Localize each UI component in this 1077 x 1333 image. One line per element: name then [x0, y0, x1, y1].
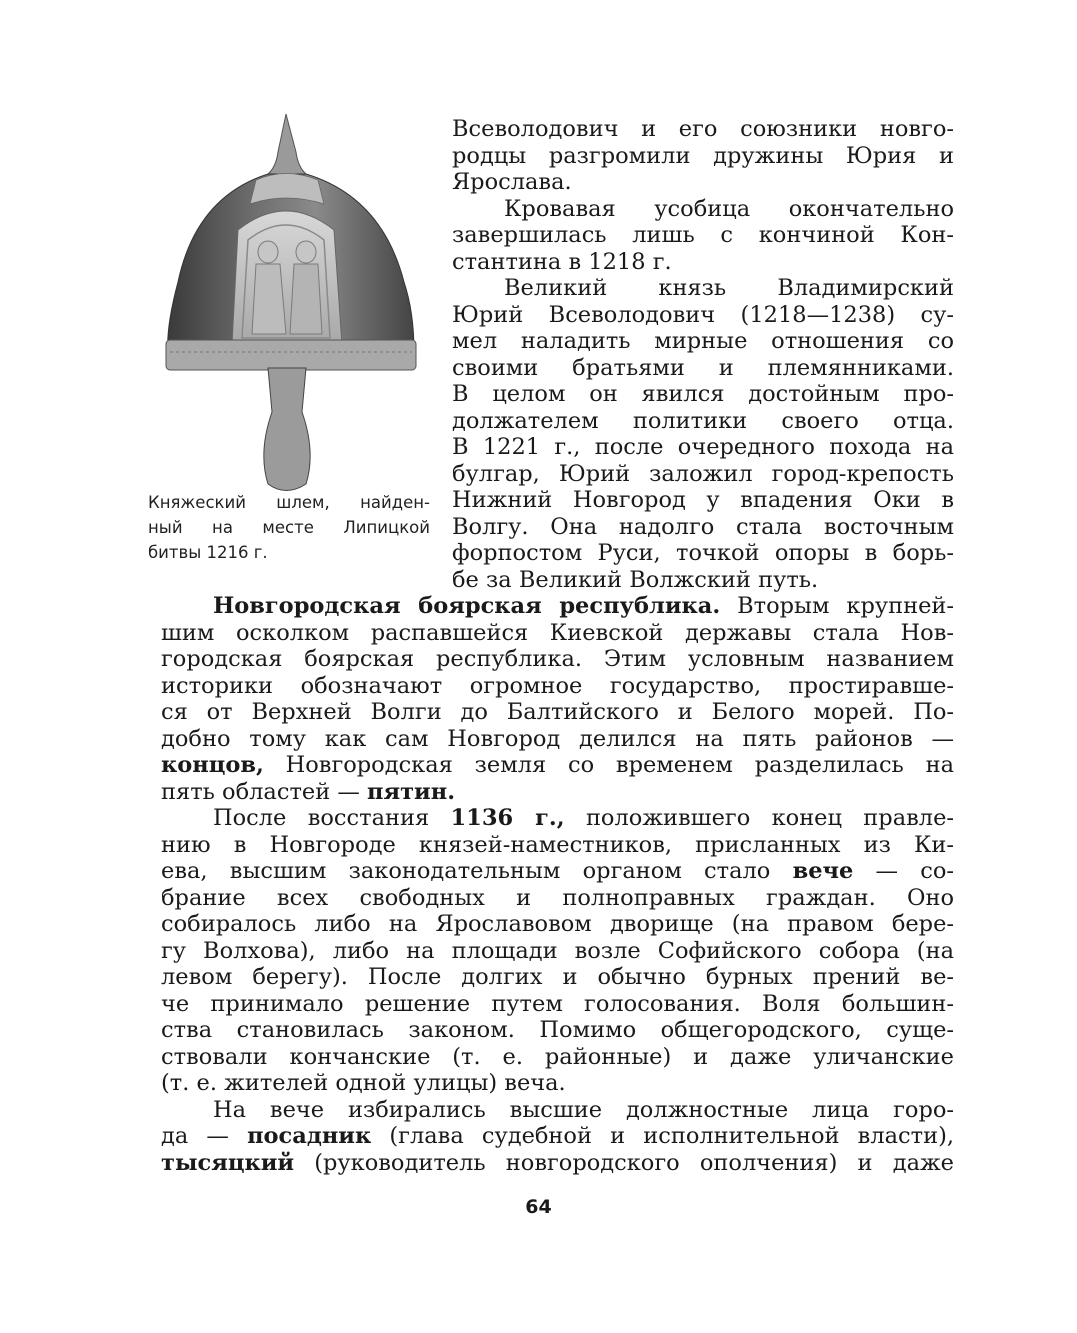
text-span: — со- — [853, 858, 954, 884]
text-line — [161, 593, 954, 620]
page-number: 64 — [525, 1196, 552, 1218]
text-line: ствовали кончанские (т. е. районные) и даже уличанские — [161, 1043, 954, 1070]
text-line: че принимало решение путем голосования. Воля большин- — [161, 990, 954, 1017]
term-bold: концов, — [161, 752, 264, 778]
text-line: городская боярская республика. Этим условным названием — [161, 646, 954, 672]
text-line: На вече избирались высшие должностные лица горо- — [213, 1096, 954, 1123]
text-span: Вторым крупней- — [720, 593, 954, 619]
text-line: собиралось либо на Ярославовом дворище (на правом бере- — [161, 911, 954, 937]
text-line: своими братьями и племянниками. — [452, 354, 954, 381]
text-span: (руководитель новгородского ополчения) и даже — [294, 1149, 954, 1176]
text-line: добно тому как сам Новгород делился на пять районов — — [161, 725, 954, 752]
text-line: должателем политики своего отца. — [452, 407, 954, 434]
text-line: Нижний Новгород у впадения Оки в — [452, 487, 954, 513]
text-line — [161, 779, 954, 806]
text-line: брание всех свободных и полноправных граждан. Оно — [161, 884, 954, 911]
text-line — [161, 1150, 954, 1177]
text-line: историки обозначают огромное государство, простиравше- — [161, 672, 954, 699]
text-line: В целом он явился достойным про- — [452, 381, 954, 407]
text-line: Кровавая усобица окончательно — [504, 195, 954, 222]
caption-line: ный на месте Липицкой — [148, 518, 430, 537]
figure-caption — [148, 490, 430, 565]
right-column-text — [452, 116, 954, 593]
term-bold: тысяцкий — [161, 1149, 295, 1176]
text-line: мел наладить мирные отношения со — [452, 328, 954, 354]
caption-line: Княжеский шлем, найден- — [148, 493, 430, 512]
text-span: пять областей — — [161, 778, 368, 805]
term-bold: 1136 г., — [450, 805, 565, 831]
text-line: родцы разгромили дружины Юрия и — [452, 142, 954, 169]
section-heading: Новгородская боярская республика. — [213, 593, 721, 619]
text-line: (т. е. жителей одной улицы) веча. — [161, 1070, 566, 1096]
text-line — [161, 1123, 954, 1150]
term-bold: пятин. — [367, 778, 456, 805]
text-line: Волгу. Она надолго стала восточным — [452, 513, 954, 540]
text-line: Всеволодович и его союзники новго- — [452, 116, 954, 142]
text-line — [161, 858, 954, 885]
text-line: ся от Верхней Волги до Балтийского и Белого морей. По- — [161, 699, 954, 725]
term-bold: вече — [792, 858, 854, 884]
text-line: стантина в 1218 г. — [452, 248, 672, 275]
text-span: (глава судебной и исполнительной власти), — [371, 1123, 954, 1149]
text-span: После восстания — [213, 805, 451, 831]
helmet-illustration-icon — [156, 112, 426, 497]
text-line — [161, 805, 954, 832]
text-line: левом берегу). После долгих и обычно бурных прений ве- — [161, 964, 954, 990]
text-line: нию в Новгороде князей-наместников, присланных из Ки- — [161, 831, 954, 858]
text-line: бе за Великий Волжский путь. — [452, 566, 819, 593]
caption-line: битвы 1216 г. — [148, 543, 268, 562]
term-bold: посадник — [247, 1123, 372, 1149]
text-line: Ярослава. — [452, 169, 572, 195]
text-line: шим осколком распавшейся Киевской державы стала Нов- — [161, 619, 954, 646]
text-line: Великий князь Владимирский — [504, 275, 954, 301]
text-line: завершилась лишь с кончиной Кон- — [452, 222, 954, 248]
text-span: да — — [161, 1123, 248, 1149]
full-width-text — [161, 593, 954, 1176]
text-line: В 1221 г., после очередного похода на — [452, 434, 954, 460]
text-line: гу Волхова), либо на площади возле Софийского собора (на — [161, 937, 954, 964]
text-line: ства становилась законом. Помимо общегородского, суще- — [161, 1017, 954, 1043]
text-span: положившего конец правле- — [564, 805, 954, 831]
text-line: булгар, Юрий заложил город-крепость — [452, 460, 954, 487]
text-line — [161, 752, 954, 779]
text-line: форпостом Руси, точкой опоры в борь- — [452, 540, 954, 566]
text-span: Новгородская земля со временем разделилась на — [263, 752, 954, 778]
text-span: ева, высшим законодательным органом стало — [161, 858, 793, 884]
text-line: Юрий Всеволодович (1218—1238) су- — [452, 301, 954, 328]
